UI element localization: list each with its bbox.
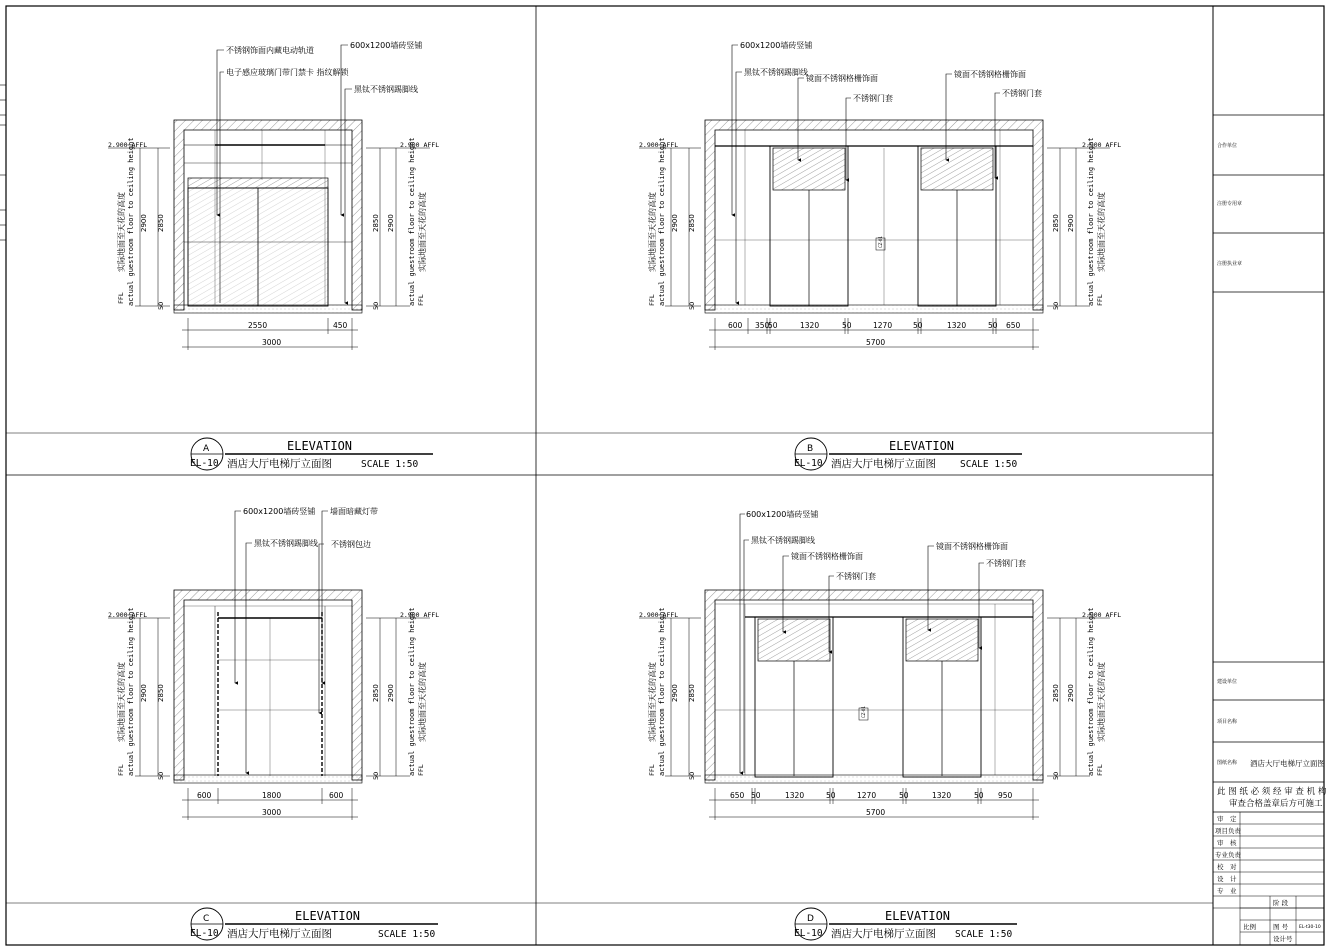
dim-2900: 2900 [1067, 214, 1075, 232]
tb-role-2: 项目负责 [1215, 827, 1241, 835]
vlabel-en: actual guestroom floor to ceiling height [127, 607, 135, 776]
note-c-2: 黑钛不锈钢踢脚线 [254, 539, 318, 548]
dim-2900: 2900 [671, 214, 679, 232]
scale-label: SCALE 1:50 [960, 459, 1018, 470]
elevation-a [108, 40, 439, 470]
tb-ratio: 比例 [1243, 923, 1256, 931]
dim-2850: 2850 [157, 214, 165, 232]
dim-50: 50 [1052, 771, 1060, 780]
elevation-title: ELEVATION [287, 439, 353, 453]
note-b-4: 不锈钢门套 [853, 94, 893, 103]
dim-2850: 2850 [688, 214, 696, 232]
elevation-title: ELEVATION [885, 909, 951, 923]
tb-drawing-no: EL-t30-10 [1299, 925, 1321, 930]
note-b-1: 600x1200墙砖竖铺 [740, 41, 813, 50]
level-ffl: FFL [1096, 764, 1104, 776]
drawing-title: 酒店大厅电梯厅立面图 [227, 928, 332, 940]
note-b-6: 不锈钢门套 [1002, 89, 1042, 98]
dim-2850: 2850 [1052, 214, 1060, 232]
dim-b-5: 50 [842, 321, 852, 330]
dim-b-7: 50 [913, 321, 923, 330]
vlabel-cn: 实际地面至天花的高度 [117, 662, 126, 742]
panel-ref: EL-10 [794, 928, 823, 939]
tb-notice-1: 此 图 纸 必 须 经 审 查 机 构 [1217, 787, 1327, 797]
note-d-4: 不锈钢门套 [836, 572, 876, 581]
level-ffl: FFL [648, 764, 656, 776]
level-affl: 2.900 AFFL [108, 611, 148, 619]
elevation-title: ELEVATION [889, 439, 955, 453]
elevation-d [639, 509, 1121, 940]
dim-2850: 2850 [372, 214, 380, 232]
vlabel-en: actual guestroom floor to ceiling height [408, 607, 416, 776]
tb-role-6: 设 计 [1217, 875, 1237, 883]
tb-practice-seal-label: 注册执业章 [1217, 261, 1243, 267]
note-b-2: 黑钛不锈钢踢脚线 [744, 68, 808, 77]
level-ffl: FFL [417, 764, 425, 776]
vlabel-cn: 实际地面至天花的高度 [117, 192, 126, 272]
tb-role-5: 校 对 [1217, 863, 1237, 871]
dim-2900: 2900 [671, 684, 679, 702]
dim-a-total: 3000 [262, 338, 282, 347]
dim-b-10: 650 [1006, 321, 1021, 330]
tb-drawing-name-label: 图纸名称 [1217, 760, 1238, 766]
note-a-2: 电子感应玻璃门带门禁卡 指纹解锁 [226, 68, 349, 77]
dim-d-3: 1320 [785, 791, 805, 800]
dim-b-2: 350 [755, 321, 770, 330]
dim-d-6: 50 [899, 791, 909, 800]
dim-d-total: 5700 [866, 808, 886, 817]
note-c-4: 不锈钢包边 [331, 540, 371, 549]
tb-role-3: 审 核 [1217, 839, 1237, 847]
dim-c-3: 600 [329, 791, 344, 800]
panel-ref: EL-10 [794, 458, 823, 469]
dim-50: 50 [372, 771, 380, 780]
dim-50: 50 [688, 301, 696, 310]
vlabel-cn: 实际地面至天花的高度 [1097, 662, 1106, 742]
dim-d-8: 50 [974, 791, 984, 800]
panel-letter: C [203, 914, 210, 924]
vlabel-en: actual guestroom floor to ceiling height [658, 607, 666, 776]
tb-project-label: 项目名称 [1217, 719, 1238, 725]
level-affl: 2.900 AFFL [1082, 141, 1122, 149]
level-ffl: FFL [1096, 294, 1104, 306]
tb-phase: 阶 段 [1273, 899, 1289, 907]
elevation-c [108, 506, 439, 940]
dim-2850: 2850 [1052, 684, 1060, 702]
vlabel-cn: 实际地面至天花的高度 [648, 192, 657, 272]
dim-50: 50 [157, 771, 165, 780]
note-b-3: 镜面不锈钢格栅饰面 [806, 74, 878, 83]
tb-role-1: 审 定 [1217, 815, 1237, 823]
dim-d-5: 1270 [857, 791, 877, 800]
level-ffl: FFL [117, 292, 125, 304]
level-affl: 2.900 AFFL [1082, 611, 1122, 619]
dim-d-4: 50 [826, 791, 836, 800]
note-a-3: 600x1200墙砖竖铺 [350, 41, 423, 50]
panel-letter: A [203, 444, 210, 454]
tb-drawing-name: 酒店大厅电梯厅立面图 [1250, 759, 1325, 768]
dim-c-total: 3000 [262, 808, 282, 817]
vlabel-en: actual guestroom floor to ceiling height [1087, 607, 1095, 776]
panel-ref: EL-10 [190, 458, 219, 469]
note-d-5: 镜面不锈钢格栅饰面 [936, 542, 1008, 551]
title-block [1213, 115, 1327, 945]
dim-2900: 2900 [1067, 684, 1075, 702]
callbox-label: CZ-01 [861, 706, 866, 718]
dim-a-1: 2550 [248, 321, 268, 330]
tb-design-no: 设计号 [1273, 935, 1293, 943]
vlabel-cn: 实际地面至天花的高度 [418, 192, 427, 272]
dim-50: 50 [372, 301, 380, 310]
left-edge-ticks [0, 85, 6, 240]
level-affl: 2.900 AFFL [639, 611, 679, 619]
dim-d-9: 950 [998, 791, 1013, 800]
level-ffl: FFL [648, 294, 656, 306]
dim-2900: 2900 [140, 214, 148, 232]
note-d-1: 600x1200墙砖竖铺 [746, 510, 819, 519]
dim-50: 50 [688, 771, 696, 780]
elevation-title: ELEVATION [295, 909, 361, 923]
vlabel-en: actual guestroom floor to ceiling height [1087, 137, 1095, 306]
dim-b-9: 50 [988, 321, 998, 330]
panel-letter: B [807, 444, 814, 454]
scale-label: SCALE 1:50 [361, 459, 419, 470]
note-c-1: 600x1200墙砖竖铺 [243, 507, 316, 516]
drawing-title: 酒店大厅电梯厅立面图 [227, 458, 332, 470]
tb-reg-seal-label: 注册专用章 [1217, 201, 1243, 207]
tb-client-label: 建设单位 [1217, 679, 1238, 685]
level-affl: 2.900 AFFL [108, 141, 148, 149]
tb-role-7: 专 业 [1217, 887, 1237, 895]
drawing-title: 酒店大厅电梯厅立面图 [831, 928, 936, 940]
panel-letter: D [807, 914, 814, 924]
elevation-b [639, 40, 1121, 470]
dim-c-1: 600 [197, 791, 212, 800]
level-affl: 2.900 AFFL [639, 141, 679, 149]
dim-2850: 2850 [157, 684, 165, 702]
dim-2850: 2850 [688, 684, 696, 702]
dim-d-2: 50 [751, 791, 761, 800]
vlabel-en: actual guestroom floor to ceiling height [658, 137, 666, 306]
note-a-4: 黑钛不锈钢踢脚线 [354, 85, 418, 94]
panel-ref: EL-10 [190, 928, 219, 939]
vlabel-cn: 实际地面至天花的高度 [1097, 192, 1106, 272]
dim-2900: 2900 [387, 214, 395, 232]
tb-notice-2: 审查合格盖章后方可施工 [1229, 799, 1323, 809]
vlabel-cn: 实际地面至天花的高度 [418, 662, 427, 742]
level-ffl: FFL [117, 764, 125, 776]
dim-b-6: 1270 [873, 321, 893, 330]
note-c-3: 墙面暗藏灯带 [330, 507, 378, 516]
tb-drawing-no-label: 图 号 [1273, 923, 1289, 931]
dim-2900: 2900 [387, 684, 395, 702]
note-d-3: 镜面不锈钢格栅饰面 [791, 552, 863, 561]
dim-d-1: 650 [730, 791, 745, 800]
dim-50: 50 [1052, 301, 1060, 310]
note-d-2: 黑钛不锈钢踢脚线 [751, 536, 815, 545]
drawing-title: 酒店大厅电梯厅立面图 [831, 458, 936, 470]
note-d-6: 不锈钢门套 [986, 559, 1026, 568]
tb-role-4: 专业负责 [1215, 851, 1241, 859]
dim-2900: 2900 [140, 684, 148, 702]
level-ffl: FFL [417, 294, 425, 306]
dim-b-8: 1320 [947, 321, 967, 330]
vlabel-en: actual guestroom floor to ceiling height [408, 137, 416, 306]
dim-b-3: 50 [768, 321, 778, 330]
level-affl: 2.900 AFFL [400, 611, 440, 619]
dim-b-1: 600 [728, 321, 743, 330]
vlabel-cn: 实际地面至天花的高度 [648, 662, 657, 742]
note-b-5: 镜面不锈钢格栅饰面 [954, 70, 1026, 79]
tb-partner-label: 合作单位 [1217, 143, 1238, 149]
callbox-label: CZ-01 [878, 236, 883, 248]
scale-label: SCALE 1:50 [378, 929, 436, 940]
dim-b-4: 1320 [800, 321, 820, 330]
level-affl: 2.900 AFFL [400, 141, 440, 149]
dim-2850: 2850 [372, 684, 380, 702]
note-a-1: 不锈钢饰面内藏电动轨道 [226, 46, 314, 55]
dim-d-7: 1320 [932, 791, 952, 800]
dim-b-total: 5700 [866, 338, 886, 347]
dim-a-2: 450 [333, 321, 348, 330]
dim-c-2: 1800 [262, 791, 282, 800]
dim-50: 50 [157, 301, 165, 310]
scale-label: SCALE 1:50 [955, 929, 1013, 940]
vlabel-en: actual guestroom floor to ceiling height [127, 137, 135, 306]
